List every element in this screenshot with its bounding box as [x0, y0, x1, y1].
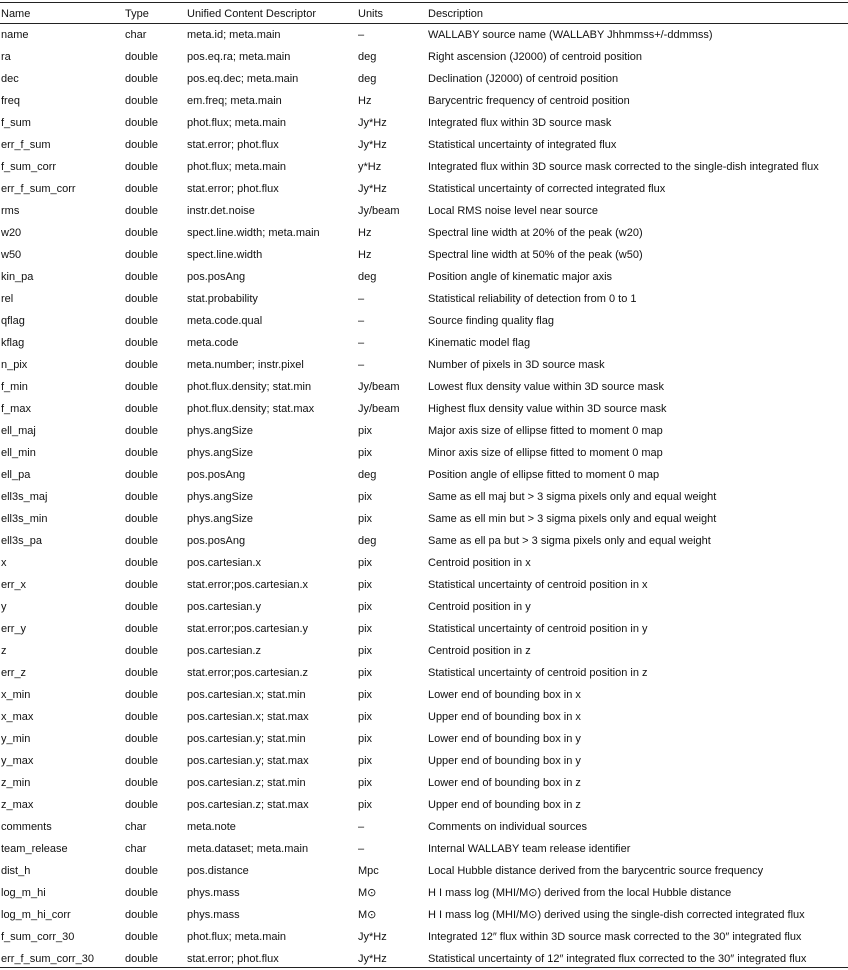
- cell-description: Centroid position in z: [428, 645, 531, 657]
- cell-units: pix: [358, 513, 373, 525]
- cell-name: dist_h: [1, 865, 31, 877]
- cell-name: freq: [1, 95, 20, 107]
- cell-units: –: [358, 29, 365, 41]
- table-row: [0, 574, 848, 596]
- cell-description: Same as ell pa but > 3 sigma pixels only and equal weight: [428, 535, 711, 547]
- header-units: Units: [358, 8, 384, 20]
- cell-name: z: [1, 645, 7, 657]
- cell-description: Upper end of bounding box in z: [428, 799, 581, 811]
- cell-type: double: [125, 601, 159, 613]
- cell-units: Jy*Hz: [358, 139, 387, 151]
- cell-units: y*Hz: [358, 161, 382, 173]
- table-row: [0, 640, 848, 662]
- cell-name: err_f_sum_corr_30: [1, 953, 94, 965]
- table-row: [0, 288, 848, 310]
- cell-type: double: [125, 689, 159, 701]
- cell-units: pix: [358, 799, 373, 811]
- table-row: [0, 178, 848, 200]
- cell-units: pix: [358, 447, 373, 459]
- cell-name: x_min: [1, 689, 31, 701]
- table-row: [0, 310, 848, 332]
- cell-name: y_min: [1, 733, 31, 745]
- cell-description: Right ascension (J2000) of centroid position: [428, 51, 643, 63]
- cell-description: Statistical uncertainty of integrated flux: [428, 139, 617, 151]
- cell-description: Local Hubble distance derived from the barycentric source frequency: [428, 865, 764, 877]
- cell-type: double: [125, 711, 159, 723]
- cell-description: Local RMS noise level near source: [428, 205, 598, 217]
- cell-name: dec: [1, 73, 19, 85]
- table-bottom-rule: [0, 967, 848, 968]
- cell-name: x: [1, 557, 7, 569]
- cell-name: n_pix: [1, 359, 28, 371]
- cell-units: M⊙: [358, 909, 377, 921]
- cell-units: deg: [358, 271, 377, 283]
- cell-description: Statistical reliability of detection from 0 to 1: [428, 293, 637, 305]
- table-row: [0, 200, 848, 222]
- cell-description: H I mass log (MHI/M⊙) derived using the single-dish corrected integrated flux: [428, 909, 805, 921]
- cell-units: –: [358, 821, 365, 833]
- cell-ucd: spect.line.width; meta.main: [187, 227, 320, 239]
- cell-name: f_sum: [1, 117, 31, 129]
- cell-type: double: [125, 337, 159, 349]
- cell-name: ra: [1, 51, 11, 63]
- header-ucd: Unified Content Descriptor: [187, 8, 317, 20]
- cell-ucd: pos.posAng: [187, 535, 246, 547]
- cell-units: –: [358, 315, 365, 327]
- cell-description: Spectral line width at 20% of the peak (w20): [428, 227, 643, 239]
- cell-type: double: [125, 73, 159, 85]
- cell-ucd: phot.flux; meta.main: [187, 161, 287, 173]
- cell-type: double: [125, 117, 159, 129]
- cell-description: Integrated flux within 3D source mask: [428, 117, 612, 129]
- cell-ucd: pos.cartesian.x; stat.max: [187, 711, 309, 723]
- table-row: [0, 46, 848, 68]
- cell-units: Jy/beam: [358, 381, 400, 393]
- cell-ucd: spect.line.width: [187, 249, 263, 261]
- cell-units: pix: [358, 733, 373, 745]
- cell-description: Statistical uncertainty of 12″ integrated flux corrected to the 30″ integrated flux: [428, 953, 807, 965]
- cell-name: err_f_sum_corr: [1, 183, 76, 195]
- cell-name: team_release: [1, 843, 68, 855]
- cell-ucd: stat.probability: [187, 293, 258, 305]
- table-row: [0, 596, 848, 618]
- cell-name: f_sum_corr: [1, 161, 57, 173]
- cell-description: H I mass log (MHI/M⊙) derived from the local Hubble distance: [428, 887, 732, 899]
- cell-type: double: [125, 755, 159, 767]
- cell-ucd: pos.cartesian.z; stat.min: [187, 777, 306, 789]
- cell-name: log_m_hi_corr: [1, 909, 71, 921]
- cell-ucd: phys.angSize: [187, 491, 254, 503]
- cell-ucd: pos.cartesian.z: [187, 645, 261, 657]
- cell-units: pix: [358, 623, 373, 635]
- table-row: [0, 332, 848, 354]
- cell-ucd: pos.cartesian.y; stat.min: [187, 733, 306, 745]
- cell-type: double: [125, 51, 159, 63]
- cell-units: Jy/beam: [358, 205, 400, 217]
- cell-description: Same as ell maj but > 3 sigma pixels only and equal weight: [428, 491, 717, 503]
- cell-units: Jy*Hz: [358, 953, 387, 965]
- cell-units: pix: [358, 601, 373, 613]
- cell-type: double: [125, 403, 159, 415]
- cell-type: double: [125, 183, 159, 195]
- cell-type: double: [125, 865, 159, 877]
- header-name: Name: [1, 8, 31, 20]
- cell-type: double: [125, 205, 159, 217]
- cell-ucd: stat.error;pos.cartesian.x: [187, 579, 309, 591]
- cell-units: pix: [358, 491, 373, 503]
- cell-name: rel: [1, 293, 14, 305]
- cell-ucd: phys.angSize: [187, 447, 254, 459]
- cell-units: deg: [358, 535, 377, 547]
- cell-ucd: phot.flux.density; stat.min: [187, 381, 312, 393]
- cell-ucd: meta.id; meta.main: [187, 29, 281, 41]
- cell-type: double: [125, 513, 159, 525]
- cell-name: w20: [1, 227, 22, 239]
- cell-name: w50: [1, 249, 22, 261]
- cell-type: double: [125, 227, 159, 239]
- cell-type: double: [125, 667, 159, 679]
- cell-description: Barycentric frequency of centroid position: [428, 95, 630, 107]
- cell-name: err_z: [1, 667, 27, 679]
- cell-description: Internal WALLABY team release identifier: [428, 843, 631, 855]
- table-row: [0, 684, 848, 706]
- table-row: [0, 750, 848, 772]
- cell-name: f_min: [1, 381, 28, 393]
- table-row: [0, 464, 848, 486]
- cell-description: Lower end of bounding box in x: [428, 689, 581, 701]
- cell-ucd: meta.note: [187, 821, 236, 833]
- cell-ucd: meta.dataset; meta.main: [187, 843, 309, 855]
- cell-units: deg: [358, 73, 377, 85]
- cell-ucd: pos.eq.dec; meta.main: [187, 73, 299, 85]
- cell-units: Jy*Hz: [358, 117, 387, 129]
- cell-type: double: [125, 315, 159, 327]
- cell-name: y: [1, 601, 7, 613]
- cell-description: Lowest flux density value within 3D source mask: [428, 381, 664, 393]
- cell-type: double: [125, 447, 159, 459]
- header-type: Type: [125, 8, 149, 20]
- table-row: [0, 486, 848, 508]
- cell-ucd: stat.error; phot.flux: [187, 953, 279, 965]
- table-row: [0, 530, 848, 552]
- cell-ucd: pos.posAng: [187, 469, 246, 481]
- table-row: [0, 266, 848, 288]
- cell-type: double: [125, 777, 159, 789]
- cell-units: Jy*Hz: [358, 183, 387, 195]
- cell-ucd: phys.mass: [187, 887, 240, 899]
- cell-name: ell_pa: [1, 469, 31, 481]
- table-row: [0, 904, 848, 926]
- cell-name: kflag: [1, 337, 25, 349]
- cell-units: pix: [358, 711, 373, 723]
- cell-type: double: [125, 579, 159, 591]
- cell-units: Jy*Hz: [358, 931, 387, 943]
- cell-units: Mpc: [358, 865, 379, 877]
- cell-ucd: instr.det.noise: [187, 205, 255, 217]
- cell-name: ell3s_maj: [1, 491, 48, 503]
- cell-type: char: [125, 821, 147, 833]
- header-description: Description: [428, 8, 484, 20]
- cell-units: Hz: [358, 227, 372, 239]
- cell-name: ell_min: [1, 447, 36, 459]
- table-row: [0, 24, 848, 46]
- cell-name: x_max: [1, 711, 34, 723]
- cell-name: qflag: [1, 315, 25, 327]
- cell-ucd: pos.eq.ra; meta.main: [187, 51, 291, 63]
- cell-description: Spectral line width at 50% of the peak (w50): [428, 249, 643, 261]
- cell-units: pix: [358, 645, 373, 657]
- cell-ucd: stat.error;pos.cartesian.z: [187, 667, 309, 679]
- cell-units: Hz: [358, 249, 372, 261]
- cell-units: Jy/beam: [358, 403, 400, 415]
- table-row: [0, 662, 848, 684]
- cell-type: double: [125, 293, 159, 305]
- cell-ucd: pos.cartesian.x: [187, 557, 261, 569]
- cell-type: double: [125, 799, 159, 811]
- cell-units: –: [358, 293, 365, 305]
- cell-ucd: meta.code: [187, 337, 239, 349]
- cell-name: y_max: [1, 755, 34, 767]
- table-row: [0, 112, 848, 134]
- cell-ucd: phot.flux; meta.main: [187, 117, 287, 129]
- cell-name: kin_pa: [1, 271, 34, 283]
- cell-name: log_m_hi: [1, 887, 46, 899]
- cell-type: double: [125, 953, 159, 965]
- cell-units: Hz: [358, 95, 372, 107]
- cell-ucd: stat.error;pos.cartesian.y: [187, 623, 309, 635]
- table-row: [0, 442, 848, 464]
- cell-description: Position angle of kinematic major axis: [428, 271, 613, 283]
- cell-ucd: pos.cartesian.z; stat.max: [187, 799, 309, 811]
- cell-type: char: [125, 29, 147, 41]
- cell-description: Number of pixels in 3D source mask: [428, 359, 605, 371]
- cell-units: deg: [358, 469, 377, 481]
- table-row: [0, 398, 848, 420]
- cell-ucd: phys.angSize: [187, 513, 254, 525]
- cell-ucd: em.freq; meta.main: [187, 95, 282, 107]
- cell-ucd: phot.flux.density; stat.max: [187, 403, 315, 415]
- cell-ucd: meta.number; instr.pixel: [187, 359, 304, 371]
- cell-units: deg: [358, 51, 377, 63]
- cell-description: Statistical uncertainty of centroid position in z: [428, 667, 648, 679]
- cell-description: Position angle of ellipse fitted to moment 0 map: [428, 469, 660, 481]
- cell-description: Declination (J2000) of centroid position: [428, 73, 619, 85]
- cell-type: double: [125, 469, 159, 481]
- cell-ucd: phys.mass: [187, 909, 240, 921]
- table-row: [0, 860, 848, 882]
- cell-description: Integrated 12″ flux within 3D source mask corrected to the 30″ integrated flux: [428, 931, 802, 943]
- table-row: [0, 222, 848, 244]
- cell-description: Same as ell min but > 3 sigma pixels only and equal weight: [428, 513, 717, 525]
- table-header-row: [0, 3, 848, 25]
- table-row: [0, 156, 848, 178]
- cell-type: double: [125, 359, 159, 371]
- cell-type: double: [125, 645, 159, 657]
- cell-type: double: [125, 271, 159, 283]
- cell-description: Highest flux density value within 3D source mask: [428, 403, 667, 415]
- cell-units: pix: [358, 557, 373, 569]
- cell-name: err_x: [1, 579, 27, 591]
- cell-type: double: [125, 381, 159, 393]
- cell-ucd: stat.error; phot.flux: [187, 139, 279, 151]
- cell-name: ell_maj: [1, 425, 36, 437]
- table-row: [0, 728, 848, 750]
- cell-ucd: phot.flux; meta.main: [187, 931, 287, 943]
- table-row: [0, 706, 848, 728]
- cell-units: pix: [358, 689, 373, 701]
- table-row: [0, 552, 848, 574]
- cell-description: Lower end of bounding box in z: [428, 777, 581, 789]
- cell-type: double: [125, 491, 159, 503]
- cell-type: double: [125, 425, 159, 437]
- cell-name: err_y: [1, 623, 27, 635]
- table-row: [0, 816, 848, 838]
- cell-units: M⊙: [358, 887, 377, 899]
- cell-type: double: [125, 733, 159, 745]
- table-row: [0, 838, 848, 860]
- cell-type: double: [125, 249, 159, 261]
- cell-description: Upper end of bounding box in y: [428, 755, 581, 767]
- table-row: [0, 354, 848, 376]
- cell-description: Centroid position in y: [428, 601, 531, 613]
- cell-units: pix: [358, 755, 373, 767]
- cell-units: pix: [358, 667, 373, 679]
- cell-type: double: [125, 139, 159, 151]
- cell-name: ell3s_pa: [1, 535, 42, 547]
- cell-description: Statistical uncertainty of corrected integrated flux: [428, 183, 666, 195]
- cell-type: double: [125, 623, 159, 635]
- cell-units: –: [358, 359, 365, 371]
- cell-name: rms: [1, 205, 20, 217]
- cell-name: f_sum_corr_30: [1, 931, 75, 943]
- cell-ucd: pos.cartesian.y; stat.max: [187, 755, 309, 767]
- table-row: [0, 68, 848, 90]
- cell-units: –: [358, 843, 365, 855]
- table-row: [0, 772, 848, 794]
- cell-description: Minor axis size of ellipse fitted to moment 0 map: [428, 447, 663, 459]
- cell-type: double: [125, 161, 159, 173]
- cell-description: Kinematic model flag: [428, 337, 531, 349]
- cell-type: double: [125, 95, 159, 107]
- cell-ucd: stat.error; phot.flux: [187, 183, 279, 195]
- cell-description: Centroid position in x: [428, 557, 531, 569]
- cell-name: err_f_sum: [1, 139, 51, 151]
- cell-ucd: pos.posAng: [187, 271, 246, 283]
- table-row: [0, 420, 848, 442]
- cell-units: pix: [358, 579, 373, 591]
- table-row: [0, 882, 848, 904]
- cell-type: double: [125, 557, 159, 569]
- table-row: [0, 90, 848, 112]
- table-row: [0, 618, 848, 640]
- cell-name: z_min: [1, 777, 31, 789]
- table-row: [0, 376, 848, 398]
- cell-type: double: [125, 931, 159, 943]
- cell-ucd: pos.cartesian.x; stat.min: [187, 689, 306, 701]
- cell-description: Comments on individual sources: [428, 821, 587, 833]
- cell-description: Major axis size of ellipse fitted to moment 0 map: [428, 425, 663, 437]
- cell-description: Statistical uncertainty of centroid position in x: [428, 579, 648, 591]
- table-row: [0, 794, 848, 816]
- cell-description: Lower end of bounding box in y: [428, 733, 581, 745]
- cell-ucd: phys.angSize: [187, 425, 254, 437]
- cell-type: double: [125, 909, 159, 921]
- cell-name: f_max: [1, 403, 31, 415]
- cell-name: name: [1, 29, 29, 41]
- cell-description: Integrated flux within 3D source mask corrected to the single-dish integrated flux: [428, 161, 819, 173]
- cell-description: Upper end of bounding box in x: [428, 711, 581, 723]
- cell-name: ell3s_min: [1, 513, 48, 525]
- cell-units: –: [358, 337, 365, 349]
- cell-description: Source finding quality flag: [428, 315, 554, 327]
- cell-name: comments: [1, 821, 52, 833]
- cell-type: char: [125, 843, 147, 855]
- table-row: [0, 134, 848, 156]
- cell-ucd: pos.cartesian.y: [187, 601, 261, 613]
- cell-ucd: pos.distance: [187, 865, 249, 877]
- cell-ucd: meta.code.qual: [187, 315, 263, 327]
- cell-description: WALLABY source name (WALLABY Jhhmmss+/-ddmmss): [428, 29, 713, 41]
- cell-units: pix: [358, 425, 373, 437]
- cell-description: Statistical uncertainty of centroid position in y: [428, 623, 648, 635]
- table-row: [0, 508, 848, 530]
- table-row: [0, 926, 848, 948]
- cell-units: pix: [358, 777, 373, 789]
- cell-type: double: [125, 887, 159, 899]
- table-row: [0, 244, 848, 266]
- cell-type: double: [125, 535, 159, 547]
- cell-name: z_max: [1, 799, 34, 811]
